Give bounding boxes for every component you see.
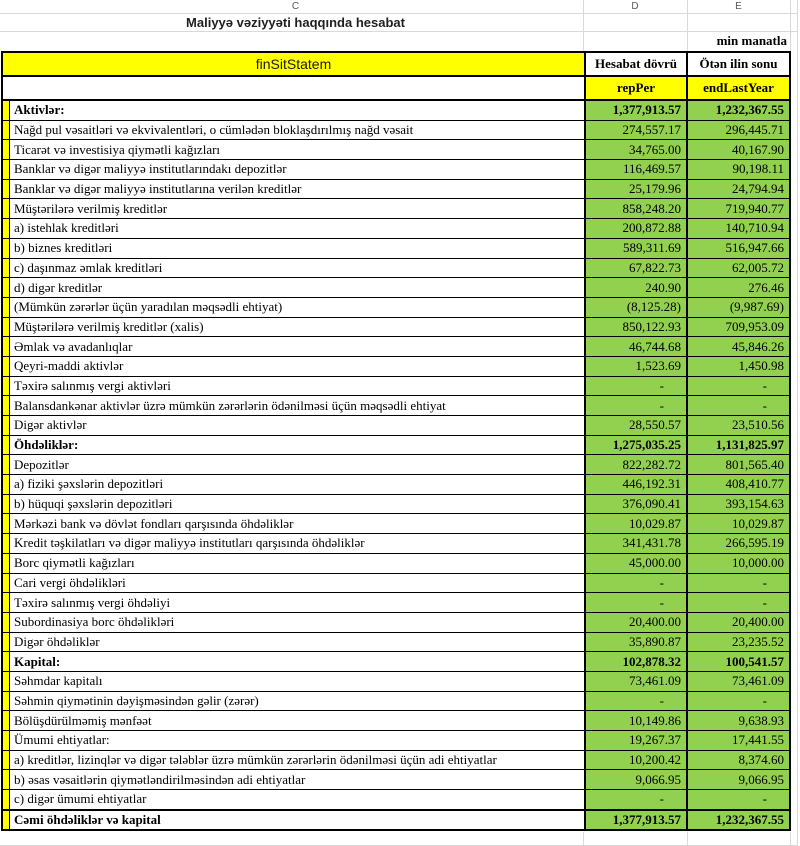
row-label[interactable]: Kapital: (10, 652, 586, 671)
row-label[interactable]: Cəmi öhdəliklər və kapital (10, 811, 586, 830)
report-period-value[interactable]: - (586, 790, 688, 809)
table-row (3, 121, 789, 141)
last-year-header[interactable]: Ötən ilin sonu (688, 53, 789, 75)
row-label[interactable]: Qeyri-maddi aktivlər (10, 357, 586, 376)
table-row (3, 318, 789, 338)
row-marker-cell (3, 574, 10, 593)
report-period-value[interactable]: 376,090.41 (586, 495, 688, 514)
table-row (3, 613, 789, 633)
report-period-value[interactable]: 850,122.93 (586, 318, 688, 337)
row-label[interactable]: Banklar və digər maliyyə institutlarına verilən kreditlər (10, 180, 586, 199)
report-period-value[interactable]: 274,557.17 (586, 121, 688, 140)
report-period-value[interactable]: 589,311.69 (586, 239, 688, 258)
row-label[interactable]: Bölüşdürülməmiş mənfəət (10, 711, 586, 730)
report-period-value[interactable]: (8,125.28) (586, 298, 688, 317)
unit-note-cell[interactable] (687, 31, 790, 51)
last-year-value[interactable]: 23,235.52 (688, 633, 789, 652)
column-header-c[interactable]: C (291, 1, 300, 12)
row-marker-cell (3, 121, 10, 140)
row-marker-cell (3, 652, 10, 671)
last-year-value[interactable]: - (688, 593, 789, 612)
row-marker-cell (3, 554, 10, 573)
table-header-row (3, 53, 789, 77)
last-year-code[interactable]: endLastYear (688, 77, 789, 99)
table-row (3, 751, 789, 771)
table-row (3, 534, 789, 554)
report-period-value[interactable]: 116,469.57 (586, 160, 688, 179)
report-period-value[interactable]: 1,523.69 (586, 357, 688, 376)
table-row (3, 790, 789, 810)
row-marker-cell (3, 396, 10, 415)
last-year-value[interactable]: - (688, 574, 789, 593)
table-row (3, 180, 789, 200)
last-year-value[interactable]: 276.46 (688, 278, 789, 297)
last-year-value[interactable]: 393,154.63 (688, 495, 789, 514)
report-period-value[interactable]: 9,066.95 (586, 770, 688, 789)
last-year-value[interactable]: - (688, 790, 789, 809)
last-year-value[interactable]: 516,947.66 (688, 239, 789, 258)
row-label[interactable]: (Mümkün zərərlər üçün yaradılan məqsədli ehtiyat) (10, 298, 586, 317)
report-period-value[interactable]: - (586, 692, 688, 711)
last-year-value[interactable]: 62,005.72 (688, 259, 789, 278)
table-body (3, 101, 789, 829)
row-marker-cell (3, 731, 10, 750)
row-marker-cell (3, 495, 10, 514)
table-row (3, 436, 789, 456)
report-period-value[interactable]: 34,765.00 (586, 140, 688, 159)
row-label[interactable]: d) digər kreditlər (10, 278, 586, 297)
row-label[interactable]: Kredit təşkilatları və digər maliyyə institutları qarşısında öhdəliklər (10, 534, 586, 553)
table-row (3, 495, 789, 515)
row-label[interactable]: a) istehlak kreditləri (10, 219, 586, 238)
table-row (3, 574, 789, 594)
last-year-value[interactable]: - (688, 692, 789, 711)
last-year-value[interactable]: 408,410.77 (688, 475, 789, 494)
table-row (3, 514, 789, 534)
blank-cell[interactable] (3, 77, 586, 99)
last-year-value[interactable]: 266,595.19 (688, 534, 789, 553)
report-period-value[interactable]: 102,878.32 (586, 652, 688, 671)
row-marker-cell (3, 199, 10, 218)
gridline (583, 832, 584, 846)
report-period-value[interactable]: 73,461.09 (586, 672, 688, 691)
column-header-e[interactable]: E (735, 1, 742, 12)
table-row (3, 652, 789, 672)
report-period-code[interactable]: repPer (586, 77, 688, 99)
row-label[interactable]: Mərkəzi bank və dövlət fondları qarşısında öhdəliklər (10, 514, 586, 533)
report-period-value[interactable]: 858,248.20 (586, 199, 688, 218)
last-year-value[interactable]: 9,066.95 (688, 770, 789, 789)
row-marker-cell (3, 593, 10, 612)
report-period-value[interactable]: 25,179.96 (586, 180, 688, 199)
report-period-value[interactable]: 10,029.87 (586, 514, 688, 533)
row-label[interactable]: Müştərilərə verilmiş kreditlər (xalis) (10, 318, 586, 337)
report-period-value[interactable]: 200,872.88 (586, 219, 688, 238)
gridline (0, 31, 797, 32)
last-year-value[interactable]: - (688, 396, 789, 415)
report-period-value[interactable]: 822,282.72 (586, 455, 688, 474)
table-row (3, 672, 789, 692)
report-period-value[interactable]: - (586, 377, 688, 396)
last-year-value[interactable]: - (688, 377, 789, 396)
last-year-value[interactable]: 140,710.94 (688, 219, 789, 238)
row-marker-cell (3, 475, 10, 494)
table-row (3, 219, 789, 239)
last-year-value[interactable]: 40,167.90 (688, 140, 789, 159)
row-marker-cell (3, 160, 10, 179)
report-period-value[interactable]: 19,267.37 (586, 731, 688, 750)
row-label[interactable]: Banklar və digər maliyyə institutlarındakı depozitlər (10, 160, 586, 179)
row-label[interactable]: Nağd pul vəsaitləri və ekvivalentləri, o cümlədən bloklaşdırılmış nağd vəsait (10, 121, 586, 140)
row-label[interactable]: Borc qiymətli kağızları (10, 554, 586, 573)
last-year-value[interactable]: 10,000.00 (688, 554, 789, 573)
row-label[interactable]: b) biznes kreditləri (10, 239, 586, 258)
last-year-value[interactable]: 719,940.77 (688, 199, 789, 218)
table-row (3, 160, 789, 180)
report-period-value[interactable]: - (586, 593, 688, 612)
row-label[interactable]: c) daşınmaz əmlak kreditləri (10, 259, 586, 278)
table-row (3, 810, 789, 830)
last-year-value[interactable]: 17,441.55 (688, 731, 789, 750)
row-label[interactable]: Ticarət və investisiya qiymətli kağızları (10, 140, 586, 159)
row-label[interactable]: Təxirə salınmış vergi aktivləri (10, 377, 586, 396)
last-year-value[interactable]: (9,987.69) (688, 298, 789, 317)
table-row (3, 298, 789, 318)
row-marker-cell (3, 278, 10, 297)
column-letters-row (0, 0, 800, 13)
row-label[interactable]: Ümumi ehtiyatlar: (10, 731, 586, 750)
report-period-value[interactable]: 341,431.78 (586, 534, 688, 553)
last-year-value[interactable]: 23,510.56 (688, 416, 789, 435)
row-marker-cell (3, 357, 10, 376)
row-label[interactable]: Əmlak və avadanlıqlar (10, 337, 586, 356)
table-row (3, 593, 789, 613)
row-label[interactable]: Subordinasiya borc öhdəlikləri (10, 613, 586, 632)
row-label[interactable]: Digər aktivlər (10, 416, 586, 435)
report-period-value[interactable]: 446,192.31 (586, 475, 688, 494)
last-year-value[interactable]: 10,029.87 (688, 514, 789, 533)
row-marker-cell (3, 318, 10, 337)
row-label[interactable]: Balansdankənar aktivlər üzrə mümkün zərərlərin ödənilməsi üçün məqsədli ehtiyat (10, 396, 586, 415)
row-marker-cell (3, 377, 10, 396)
financial-statement-table (1, 51, 791, 831)
gridline (797, 0, 798, 846)
report-period-header[interactable]: Hesabat dövrü (586, 53, 688, 75)
row-marker-cell (3, 790, 10, 809)
row-label[interactable]: Cari vergi öhdəlikləri (10, 574, 586, 593)
last-year-value[interactable]: 73,461.09 (688, 672, 789, 691)
row-marker-cell (3, 633, 10, 652)
table-row (3, 239, 789, 259)
row-label[interactable]: Müştərilərə verilmiş kreditlər (10, 199, 586, 218)
last-year-value[interactable]: 9,638.93 (688, 711, 789, 730)
row-marker-cell (3, 751, 10, 770)
row-marker-cell (3, 436, 10, 455)
row-marker-cell (3, 298, 10, 317)
report-period-value[interactable]: 240.90 (586, 278, 688, 297)
report-period-value[interactable]: 35,890.87 (586, 633, 688, 652)
last-year-value[interactable]: 296,445.71 (688, 121, 789, 140)
row-marker-cell (3, 180, 10, 199)
form-id-cell[interactable]: finSitStatem (3, 53, 586, 75)
last-year-value[interactable]: 709,953.09 (688, 318, 789, 337)
table-code-row (3, 77, 789, 101)
row-marker-cell (3, 711, 10, 730)
last-year-value[interactable]: 45,846.26 (688, 337, 789, 356)
row-label[interactable]: a) kreditlər, lizinqlər və digər tələblər üzrə mümkün zərərlərin ödənilməsi üçün adi ehtiyatlar (10, 751, 586, 770)
report-period-value[interactable]: - (586, 396, 688, 415)
report-period-value[interactable]: 20,400.00 (586, 613, 688, 632)
row-marker-cell (3, 416, 10, 435)
report-period-value[interactable]: 28,550.57 (586, 416, 688, 435)
table-row (3, 455, 789, 475)
row-label[interactable]: Öhdəliklər: (10, 436, 586, 455)
row-label[interactable]: b) əsas vəsaitlərin qiymətləndirilməsindən adi ehtiyatlar (10, 770, 586, 789)
row-label[interactable]: c) digər ümumi ehtiyatlar (10, 790, 586, 809)
row-label[interactable]: Təxirə salınmış vergi öhdəliyi (10, 593, 586, 612)
table-row (3, 475, 789, 495)
report-period-value[interactable]: - (586, 574, 688, 593)
row-marker-cell (3, 101, 10, 120)
table-row (3, 377, 789, 397)
row-marker-cell (3, 455, 10, 474)
gridline (790, 832, 791, 846)
row-label[interactable]: Digər öhdəliklər (10, 633, 586, 652)
report-period-value[interactable]: 10,200.42 (586, 751, 688, 770)
report-period-value[interactable]: 1,377,913.57 (586, 101, 688, 120)
row-marker-cell (3, 259, 10, 278)
row-marker-cell (3, 770, 10, 789)
unit-note: min manatla (716, 33, 787, 48)
table-row (3, 357, 789, 377)
row-marker-cell (3, 692, 10, 711)
table-row (3, 199, 789, 219)
row-label[interactable]: Depozitlər (10, 455, 586, 474)
last-year-value[interactable]: 1,232,367.55 (688, 811, 789, 830)
row-marker-cell (3, 811, 10, 830)
report-period-value[interactable]: 10,149.86 (586, 711, 688, 730)
row-label[interactable]: Səhmdar kapitalı (10, 672, 586, 691)
last-year-value[interactable]: 20,400.00 (688, 613, 789, 632)
last-year-value[interactable]: 1,131,825.97 (688, 436, 789, 455)
table-row (3, 770, 789, 790)
row-marker-cell (3, 613, 10, 632)
table-row (3, 711, 789, 731)
row-marker-cell (3, 534, 10, 553)
table-row (3, 337, 789, 357)
table-row (3, 692, 789, 712)
table-row (3, 416, 789, 436)
last-year-value[interactable]: 1,450.98 (688, 357, 789, 376)
table-row (3, 633, 789, 653)
table-row (3, 259, 789, 279)
last-year-value[interactable]: 801,565.40 (688, 455, 789, 474)
report-period-value[interactable]: 1,275,035.25 (586, 436, 688, 455)
last-year-value[interactable]: 24,794.94 (688, 180, 789, 199)
row-label[interactable]: Aktivlər: (10, 101, 586, 120)
row-label[interactable]: a) fiziki şəxslərin depozitləri (10, 475, 586, 494)
report-period-value[interactable]: 46,744.68 (586, 337, 688, 356)
row-marker-cell (3, 239, 10, 258)
column-header-d[interactable]: D (631, 1, 639, 12)
table-row (3, 731, 789, 751)
row-label[interactable]: Səhmin qiymətinin dəyişməsindən gəlir (zərər) (10, 692, 586, 711)
report-title-cell[interactable] (8, 13, 583, 31)
last-year-value[interactable]: 8,374.60 (688, 751, 789, 770)
last-year-value[interactable]: 100,541.57 (688, 652, 789, 671)
gridline (687, 832, 688, 846)
table-row (3, 278, 789, 298)
last-year-value[interactable]: 90,198.11 (688, 160, 789, 179)
table-row (3, 140, 789, 160)
table-row (3, 554, 789, 574)
report-period-value[interactable]: 1,377,913.57 (586, 811, 688, 830)
row-marker-cell (3, 140, 10, 159)
report-title: Maliyyə vəziyyəti haqqında hesabat (186, 14, 405, 30)
row-marker-cell (3, 514, 10, 533)
row-label[interactable]: b) hüquqi şəxslərin depozitləri (10, 495, 586, 514)
last-year-value[interactable]: 1,232,367.55 (688, 101, 789, 120)
row-marker-cell (3, 672, 10, 691)
report-period-value[interactable]: 67,822.73 (586, 259, 688, 278)
row-marker-cell (3, 219, 10, 238)
row-marker-cell (3, 337, 10, 356)
table-row (3, 101, 789, 121)
report-period-value[interactable]: 45,000.00 (586, 554, 688, 573)
table-row (3, 396, 789, 416)
